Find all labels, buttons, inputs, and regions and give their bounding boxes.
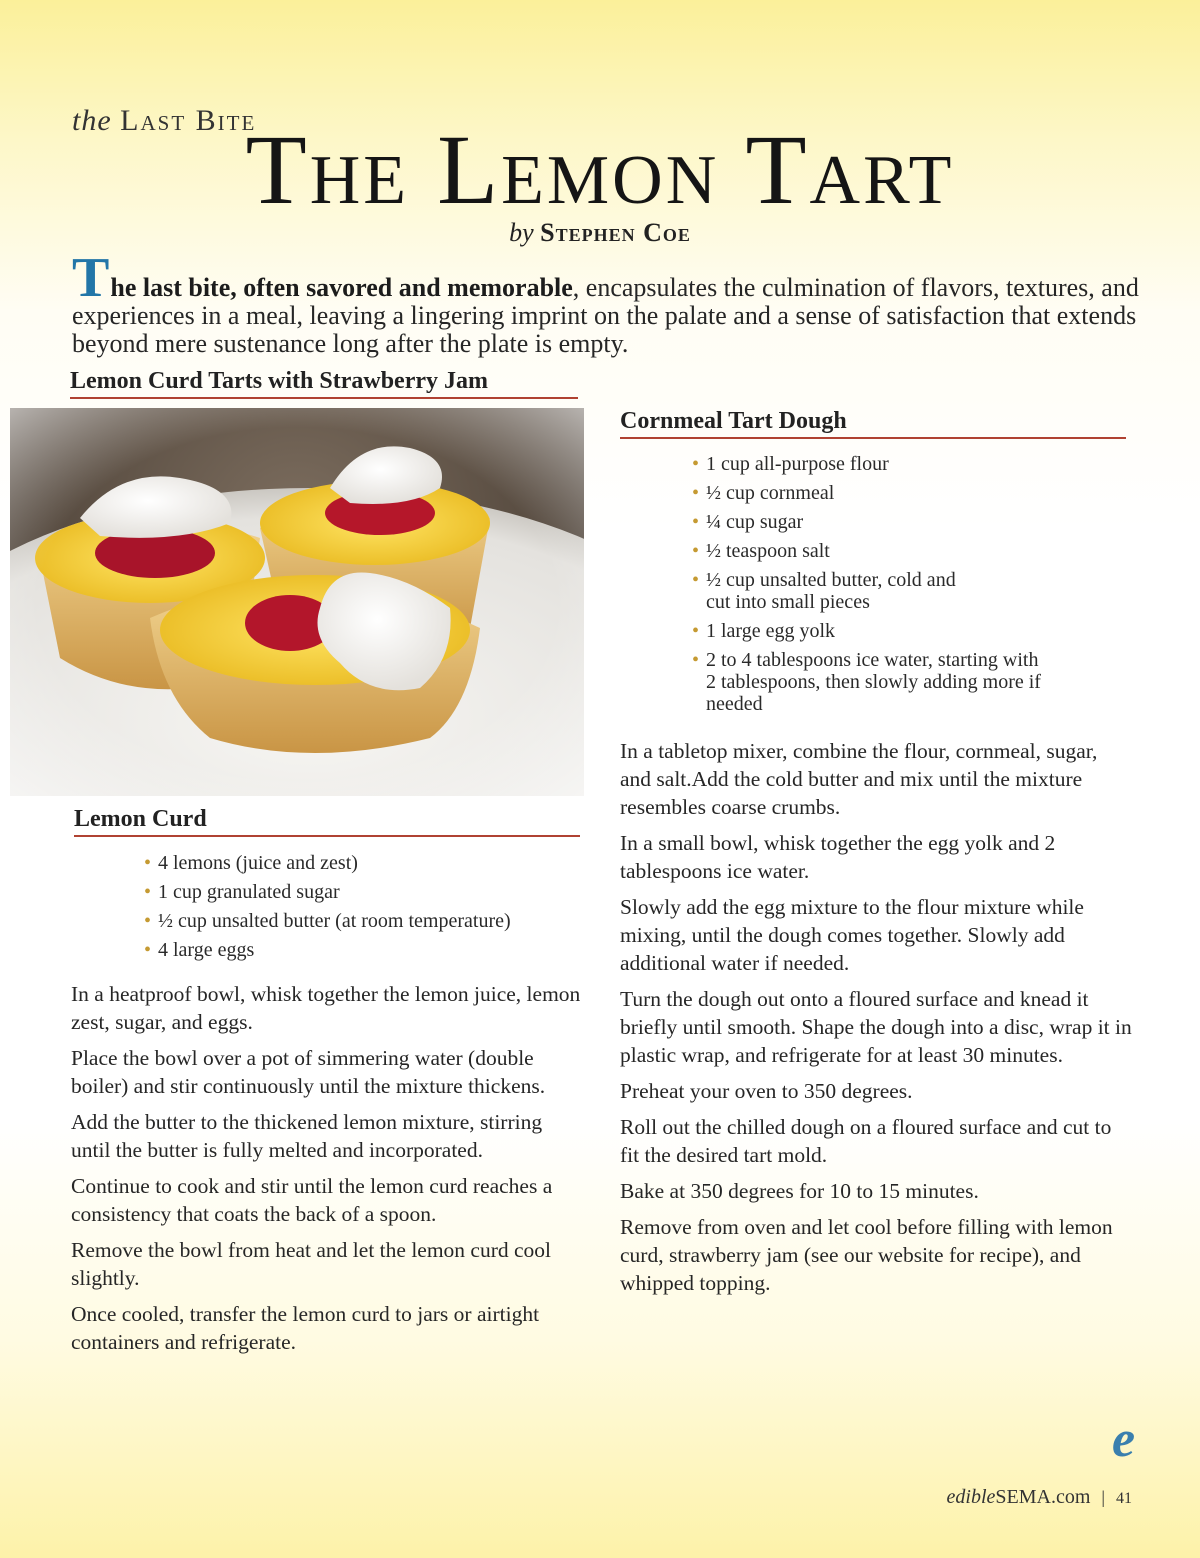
step-paragraph: Bake at 350 degrees for 10 to 15 minutes. [620,1179,979,1203]
step-paragraph: Continue to cook and stir until the lemon curd reaches a consistency that coats the back of a spoon. [71,1174,553,1226]
list-item: • ½ teaspoon salt [692,540,1052,562]
footer-site [947,1486,1132,1509]
list-item: • 1 large egg yolk [692,620,1052,642]
intro-rest: , encapsulates the culmination of flavors, textures, and experiences in a meal, leaving a lingering imprint on the palate and a sense of satisfaction that extends beyond mere sustenance long after the plate is empty. [72,273,1139,358]
intro-paragraph [72,247,1142,358]
step-paragraph: In a heatproof bowl, whisk together the lemon juice, lemon zest, sugar, and eggs. [71,982,581,1034]
kicker-italic: the [72,104,112,137]
list-item: • ½ cup cornmeal [692,482,1052,504]
step-paragraph: In a small bowl, whisk together the egg yolk and 2 tablespoons ice water. [620,831,1056,883]
list-item: • 2 to 4 tablespoons ice water, starting with 2 tablespoons, then slowly adding more if needed [692,649,1051,715]
kicker-caps: Last Bite [120,104,257,137]
step-paragraph: Remove from oven and let cool before filling with lemon curd, strawberry jam (see our website for recipe), and whipped topping. [620,1215,1113,1295]
list-item: • 1 cup granulated sugar [144,881,574,903]
author-name: Stephen Coe [540,218,691,247]
step-paragraph: Turn the dough out onto a floured surface and knead it briefly until smooth. Shape the dough into a disc, wrap it in plastic wrap, and refrigerate for at least 30 minutes. [620,987,1132,1067]
step-paragraph: Slowly add the egg mixture to the flour mixture while mixing, until the dough comes together. Slowly add additional water if needed. [620,895,1084,975]
lemon-curd-heading: Lemon Curd [74,806,580,837]
recipe-title: Lemon Curd Tarts with Strawberry Jam [70,368,578,399]
step-paragraph: Place the bowl over a pot of simmering water (double boiler) and stir continuously until the mixture thickens. [71,1046,546,1098]
byline [0,218,1200,248]
lemon-curd-steps [71,980,586,1364]
footer-separator: | [1101,1487,1105,1507]
tart-photo [10,408,584,796]
tart-dough-heading: Cornmeal Tart Dough [620,408,1126,439]
list-item: • ½ cup unsalted butter, cold and cut into small pieces [692,569,956,613]
site-rest: SEMA.com [995,1486,1091,1508]
step-paragraph: Add the butter to the thickened lemon mixture, stirring until the butter is fully melted and incorporated. [71,1110,543,1162]
page-number: 41 [1116,1490,1132,1507]
step-paragraph: Once cooled, transfer the lemon curd to jars or airtight containers and refrigerate. [71,1302,540,1354]
intro-lead-2: often savored and memorable [243,273,573,302]
step-paragraph: Roll out the chilled dough on a floured surface and cut to fit the desired tart mold. [620,1115,1112,1167]
site-italic: edible [946,1486,996,1508]
tart-dough-ingredients [692,453,1052,722]
edible-logo-icon: e [1112,1411,1136,1468]
list-item: • ¼ cup sugar [692,511,1052,533]
byline-by: by [509,218,534,247]
tart-dough-steps [620,737,1132,1305]
lemon-tart-illustration [10,408,584,796]
list-item: • ½ cup unsalted butter (at room temperature) [144,910,574,932]
page-title: The Lemon Tart [245,114,955,225]
list-item: • 4 lemons (juice and zest) [144,852,574,874]
step-paragraph: Preheat your oven to 350 degrees. [620,1079,913,1103]
list-item: • 4 large eggs [144,939,574,961]
lemon-curd-ingredients [144,852,574,968]
step-paragraph: In a tabletop mixer, combine the flour, cornmeal, sugar, and salt.Add the cold butter and mix until the mixture resembles coarse crumbs. [620,739,1098,819]
step-paragraph: Remove the bowl from heat and let the lemon curd cool slightly. [71,1238,552,1290]
list-item: • 1 cup all-purpose flour [692,453,1052,475]
drop-cap: T [72,247,110,309]
intro-lead: he last bite, [110,273,237,302]
